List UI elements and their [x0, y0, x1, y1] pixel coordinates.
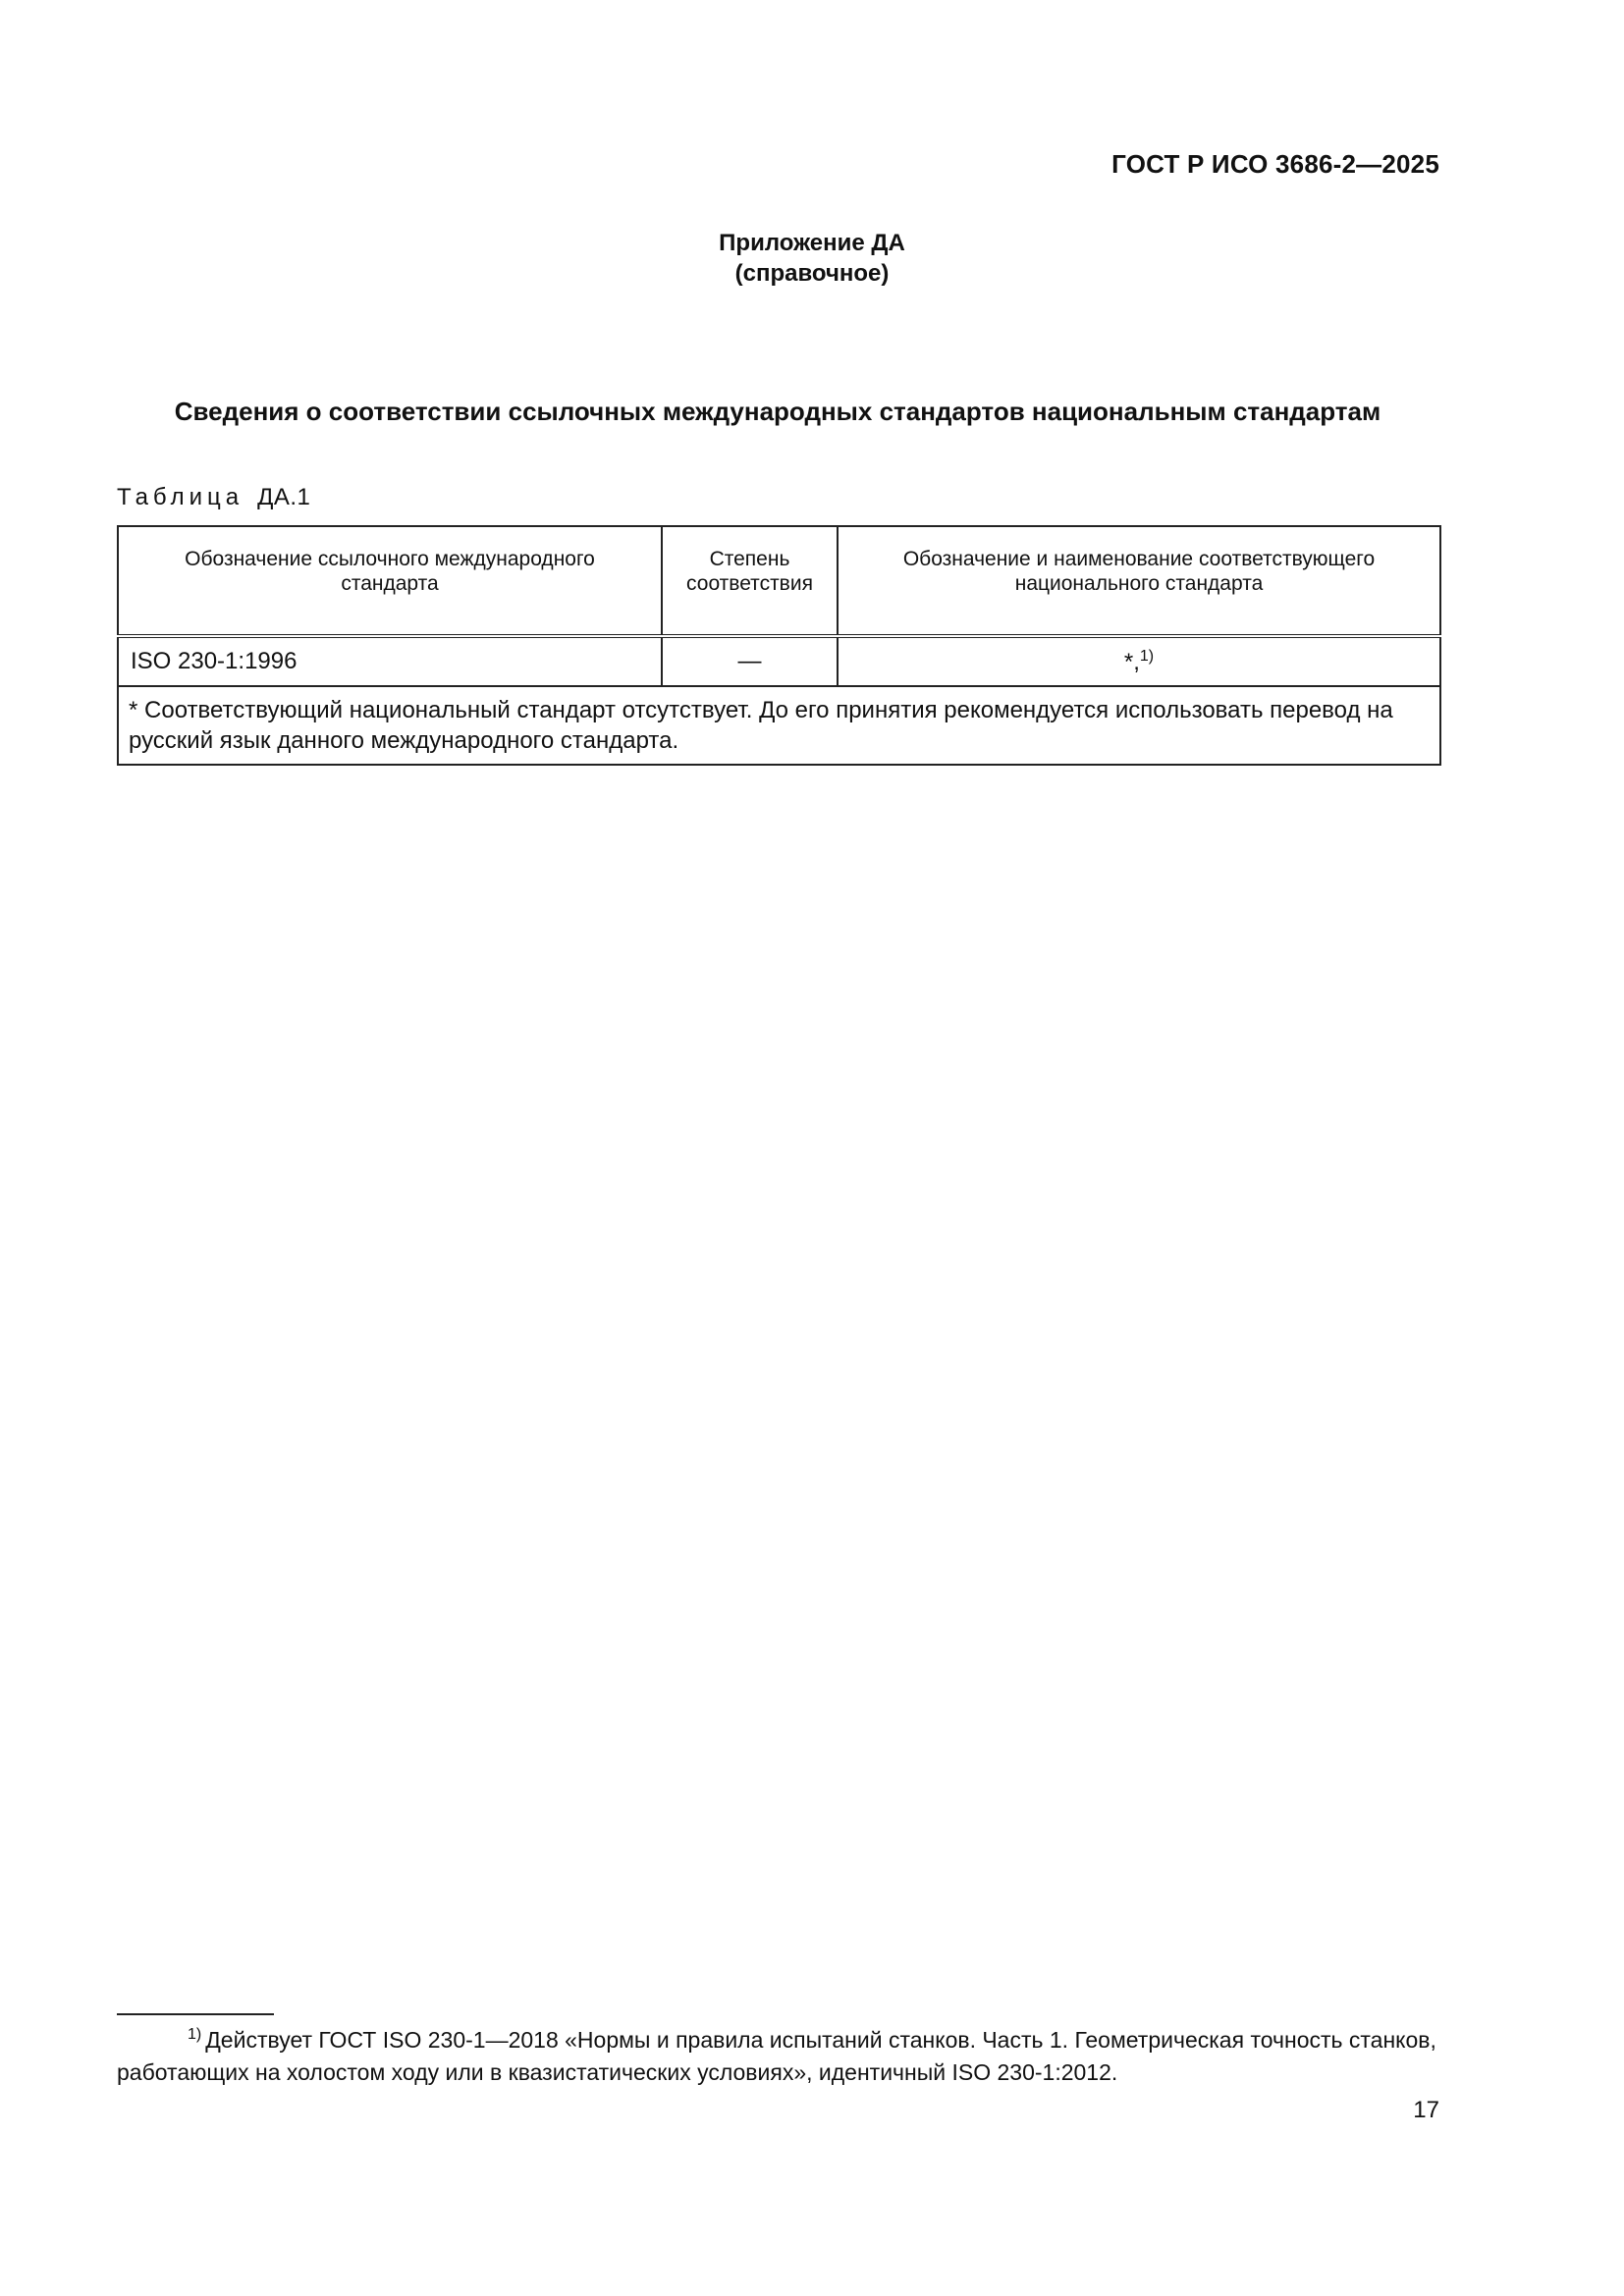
- correspondence-table: [117, 525, 1441, 766]
- annex-title: Приложение ДА: [719, 230, 905, 256]
- footnote-reference: 1): [1139, 647, 1155, 665]
- cell-national: [838, 636, 1440, 686]
- annex-subtitle: (справочное): [734, 260, 890, 287]
- cell-degree: —: [662, 636, 838, 686]
- table-note: * Соответствующий национальный стандарт отсутствует. До его принятия рекомендуется использовать перевод на русский язык данного международного стандарта.: [118, 686, 1440, 765]
- header-cell-national: Обозначение и наименование соответствующего национального стандарта: [838, 526, 1440, 636]
- table-row: [118, 636, 1440, 686]
- table-note-row: [118, 686, 1440, 765]
- annex-heading: [0, 228, 1624, 289]
- footnote: [117, 2018, 1439, 2089]
- cell-national-value: *,: [1123, 648, 1140, 675]
- footnote-text: Действует ГОСТ ISO 230-1—2018 «Нормы и правила испытаний станков. Часть 1. Геометрическая точность станков, работающих на холостом ходу или в квазистатических условиях», идентичный ISO 230-1:2012.: [117, 2027, 1436, 2085]
- table-caption-number: ДА.1: [257, 484, 311, 510]
- section-title: Сведения о соответствии ссылочных международных стандартов национальным стандартам: [174, 397, 1381, 426]
- header-cell-designation: Обозначение ссылочного международного стандарта: [118, 526, 662, 636]
- footnote-marker: 1): [188, 2026, 202, 2043]
- table-caption-word: Таблица: [117, 484, 244, 510]
- header-cell-degree: Степень соответствия: [662, 526, 838, 636]
- page-number: 17: [1413, 2097, 1439, 2123]
- table-caption: [117, 484, 310, 511]
- cell-designation: ISO 230-1:1996: [118, 636, 662, 686]
- table-header-row: [118, 526, 1440, 636]
- footnote-separator: [117, 2013, 274, 2015]
- document-code: ГОСТ Р ИСО 3686-2—2025: [1111, 149, 1439, 179]
